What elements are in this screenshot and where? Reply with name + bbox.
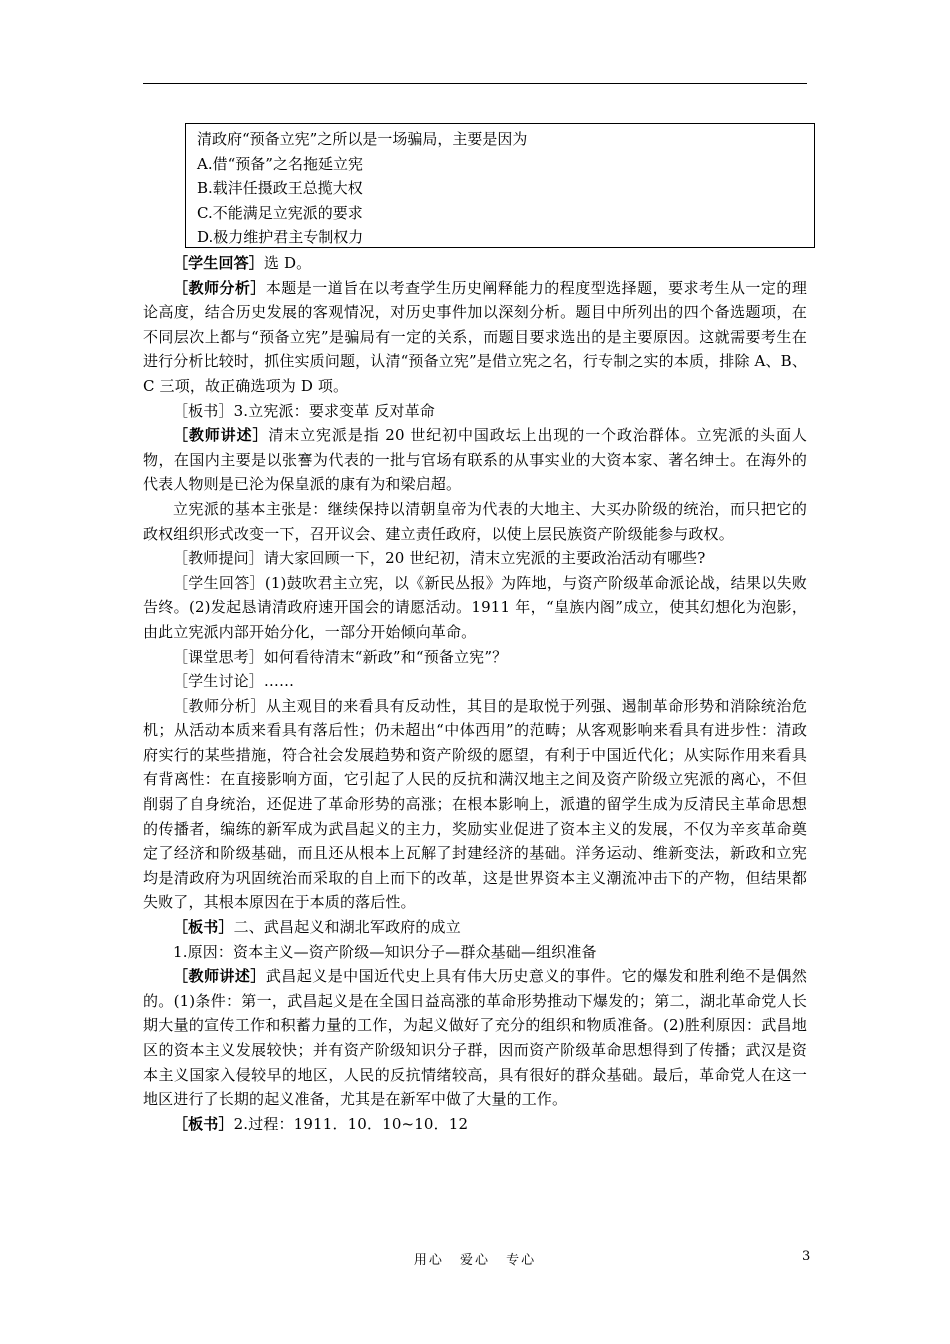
option-d: D.极力维护君主专制权力 [197,228,364,247]
paragraph-text: 从主观目的来看具有反动性，其目的是取悦于列强、遏制革命形势和消除统治危机；从活动本质来看具有落后性；仍未超出“中体西用”的范畴；从客观影响来看具有进步性：清政府实行的某些措施，符合社会发展趋势和资产阶级的愿望，有利于中国近代化；从实际作用来看具有背离性：在直接影响方面，它引起了人民的反抗和满汉地主之间及资产阶级立宪派的离心，不但削弱了自身统治，还促进了革命形势的高涨；在根本影响上，派遣的留学生成为反清民主革命思想的传播者，编练的新军成为武昌起义的主力，奖励实业促进了资本主义的发展，不仅为辛亥革命奠定了经济和阶级基础，而且还从根本上瓦解了封建经济的基础。洋务运动、维新变法，新政和立宪均是清政府为巩固统治而采取的自上而下的改革，这是世界资本主义潮流冲击下的产物，但结果都失败了，其根本原因在于本质的落后性。 [143,696,807,912]
paragraph-tag: ［学生回答］ [173,573,265,592]
paragraph-tag: ［教师提问］ [173,549,264,568]
paragraph [143,276,807,399]
paragraph-text: 3.立宪派：要求变革 反对革命 [233,401,435,420]
paragraph [143,546,807,571]
paragraph [143,1112,807,1137]
paragraph [143,571,807,645]
page-footer [0,1249,950,1269]
paragraph-text: 二、武昌起义和湖北军政府的成立 [233,918,461,937]
paragraph-text: 选 D。 [263,254,312,272]
paragraph-tag: ［教师分析］ [173,278,266,297]
paragraph-text: 2.过程：1911．10．10~10．12 [233,1114,469,1133]
question-stem: 清政府“预备立宪”之所以是一场骗局，主要是因为 [197,130,528,148]
paragraph-text: 本题是一道旨在以考查学生历史阐释能力的程度型选择题，要求考生从一定的理论高度，结合历史发展的客观情况，对历史事件加以深刻分析。题目中所列出的四个备选题项，在不同层次上都与“预备立宪”是骗局有一定的关系，而题目要求选出的是主要原因。这就需要考生在进行分析比较时，抓住实质问题，认清“预备立宪”是借立宪之名，行专制之实的本质，排除 A、B、C 三项，故正确选项为 D 项。 [143,278,807,395]
paragraph-tag: ［板书］ [173,401,234,420]
paragraph-tag: ［课堂思考］ [173,647,264,666]
paragraph-tag: ［教师分析］ [173,696,266,715]
paragraph-tag: ［学生讨论］ [173,672,264,691]
document-body [143,251,807,1136]
paragraph-text: 如何看待清末“新政”和“预备立宪”？ [263,647,508,666]
paragraph [143,251,807,276]
option-a: A.借“预备”之名拖延立宪 [197,154,363,173]
header-rule [143,83,807,84]
paragraph-tag: ［板书］ [173,918,234,937]
paragraph-tag: ［教师讲述］ [173,426,269,445]
paragraph-text: (1)鼓吹君主立宪，以《新民丛报》为阵地，与资产阶级革命派论战，结果以失败告终。(2)发起恳请清政府速开国会的请愿活动。1911 年，“皇族内阁”成立，使其幻想化为泡影，由此立宪派内部开始分化，一部分开始倾向革命。 [143,573,807,641]
paragraph [143,915,807,940]
paragraph [143,694,807,915]
paragraph-tag: ［板书］ [173,1114,234,1133]
paragraph-text: 武昌起义是中国近代史上具有伟大历史意义的事件。它的爆发和胜利绝不是偶然的。(1)条件：第一，武昌起义是在全国日益高涨的革命形势推动下爆发的；第二，湖北革命党人长期大量的宣传工作和积蓄力量的工作，为起义做好了充分的组织和物质准备。(2)胜利原因：武昌地区的资本主义发展较快；并有资产阶级知识分子群，因而资产阶级革命思想得到了传播；武汉是资本主义国家入侵较早的地区，人民的反抗情绪较高，具有很好的群众基础。最后，革命党人在这一地区进行了长期的起义准备，尤其是在新军中做了大量的工作。 [143,967,807,1109]
paragraph [143,964,807,1112]
paragraph [143,669,807,694]
paragraph-tag: ［学生回答］ [173,254,264,272]
paragraph [143,423,807,497]
option-b: B.载沣任摄政王总揽大权 [197,179,363,198]
paragraph-text: 1.原因：资本主义—资产阶级—知识分子—群众基础—组织准备 [173,942,597,961]
paragraph-tag: ［教师讲述］ [173,967,266,986]
question-box [185,123,815,248]
paragraph-text: 请大家回顾一下，20 世纪初，清末立宪派的主要政治活动有哪些? [263,549,706,568]
paragraph-text: 立宪派的基本主张是：继续保持以清朝皇帝为代表的大地主、大买办阶级的统治，而只把它的政权组织形式改变一下，召开议会、建立责任政府，以使上层民族资产阶级能参与政权。 [143,499,807,543]
page-number: 3 [802,1249,811,1264]
option-c: C.不能满足立宪派的要求 [197,203,363,222]
paragraph [143,497,807,546]
footer-slogan: 用心 爱心 专心 [413,1253,537,1268]
paragraph-text: 清末立宪派是指 20 世纪初中国政坛上出现的一个政治群体。立宪派的头面人物，在国内主要是以张謇为代表的一批与官场有联系的从事实业的大资本家、著名绅士。在海外的代表人物则是已沦为保皇派的康有为和梁启超。 [143,426,807,494]
paragraph [143,940,807,965]
paragraph [143,645,807,670]
paragraph [143,399,807,424]
paragraph-text: …… [263,672,295,691]
